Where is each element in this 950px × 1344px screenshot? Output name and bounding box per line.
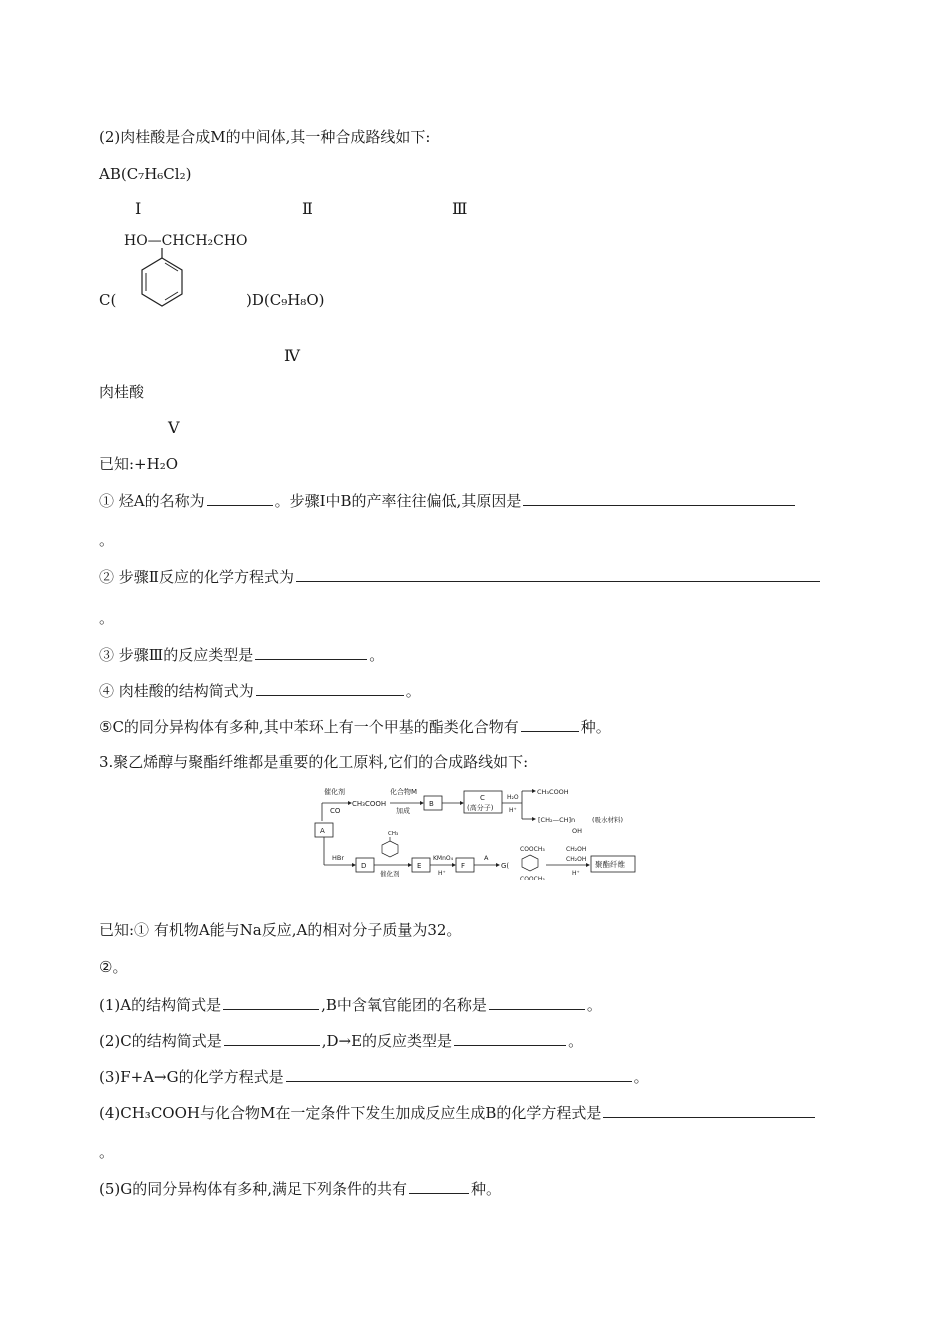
step-label-2: Ⅱ (302, 199, 313, 218)
q2-4 (99, 681, 421, 700)
answer-blank[interactable] (521, 717, 579, 732)
q2-1-text-b: 。步骤Ⅰ中B的产率往往偏低,其原因是 (274, 492, 522, 510)
scheme-acetic: CH₃COOH (352, 800, 387, 808)
q3-1-text-b: ,B中含氧官能团的名称是 (321, 996, 487, 1014)
c-structure-top: HO—CHCH₂CHO (124, 233, 248, 249)
answer-blank[interactable] (603, 1103, 815, 1118)
scheme-cooch3-bottom: COOCH₃ (520, 876, 545, 880)
part3-known-2: ②。 (99, 958, 128, 976)
q3-5-text-b: 种。 (471, 1180, 502, 1198)
q3-1 (99, 995, 602, 1014)
q3-3-text: (3)F+A→G的化学方程式是 (99, 1068, 284, 1086)
q2-4-end: 。 (405, 682, 421, 700)
q2-1-text-a: ① 烃A的名称为 (99, 492, 205, 510)
part2-intro: (2)肉桂酸是合成M的中间体,其一种合成路线如下: (99, 128, 431, 146)
answer-blank[interactable] (523, 491, 795, 506)
q3-4-text: (4)CH₃COOH与化合物M在一定条件下发生加成反应生成B的化学方程式是 (99, 1104, 602, 1122)
cinnamic-acid-label: 肉桂酸 (99, 383, 145, 401)
scheme-e: E (417, 862, 422, 870)
q3-4 (99, 1103, 817, 1122)
answer-blank[interactable] (207, 491, 273, 506)
q3-1-end: 。 (586, 996, 602, 1014)
q2-4-text: ④ 肉桂酸的结构简式为 (99, 682, 254, 700)
answer-blank[interactable] (223, 995, 319, 1010)
scheme-b: B (429, 800, 434, 808)
q3-2-text-a: (2)C的结构简式是 (99, 1032, 222, 1050)
scheme-cooch3-top: COOCH₃ (520, 846, 545, 853)
part3-known-1: 已知:① 有机物A能与Na反应,A的相对分子质量为32。 (99, 921, 462, 939)
synthesis-scheme (310, 785, 640, 880)
scheme-ch3: CH₃ (388, 831, 399, 837)
scheme-cat1: 催化剂 (324, 788, 345, 796)
q2-2 (99, 567, 822, 586)
scheme-kmno4: KMnO₄ (433, 855, 454, 862)
answer-blank[interactable] (454, 1031, 566, 1046)
scheme-hbr: HBr (332, 854, 345, 862)
scheme-h2o: H₂O (507, 794, 519, 801)
q2-1-end: 。 (99, 531, 115, 549)
scheme-f: F (461, 862, 466, 870)
answer-blank[interactable] (489, 995, 585, 1010)
q3-5 (99, 1179, 501, 1198)
ab-line: AB(C₇H₆Cl₂) (99, 165, 192, 183)
part3-title: 3.聚乙烯醇与聚酯纤维都是重要的化工原料,它们的合成路线如下: (99, 753, 529, 771)
q2-5 (99, 717, 611, 736)
q3-2 (99, 1031, 583, 1050)
answer-blank[interactable] (286, 1067, 632, 1082)
scheme-cat2: 催化剂 (380, 870, 400, 878)
q3-5-text-a: (5)G的同分异构体有多种,满足下列条件的共有 (99, 1180, 407, 1198)
scheme-acetic-out: CH₃COOH (537, 788, 569, 796)
step-label-3: Ⅲ (452, 199, 468, 218)
answer-blank[interactable] (296, 567, 820, 582)
q3-4-end: 。 (99, 1143, 115, 1161)
known-condition: 已知:+H₂O (99, 455, 179, 473)
scheme-c: C (480, 794, 485, 802)
scheme-d: D (361, 862, 367, 870)
q3-2-text-b: ,D→E的反应类型是 (321, 1032, 453, 1050)
scheme-a2: A (484, 854, 489, 862)
q3-3-end: 。 (633, 1068, 649, 1086)
q2-2-end: 。 (99, 609, 115, 627)
q2-5-text-a: ⑤C的同分异构体有多种,其中苯环上有一个甲基的酯类化合物有 (99, 718, 519, 736)
scheme-ch2oh-2: CH₂OH (566, 856, 587, 863)
answer-blank[interactable] (409, 1179, 469, 1194)
scheme-hplus3: H⁺ (572, 870, 580, 877)
answer-blank[interactable] (255, 645, 367, 660)
q2-3 (99, 645, 384, 664)
q2-3-end: 。 (369, 646, 385, 664)
scheme-compound-m: 化合物M (390, 788, 418, 796)
q3-3 (99, 1067, 649, 1086)
scheme-g: G( (501, 862, 510, 870)
q2-2-text: ② 步骤Ⅱ反应的化学方程式为 (99, 568, 294, 586)
scheme-a: A (320, 827, 325, 835)
c-open: C( (99, 291, 117, 309)
scheme-hplus2: H⁺ (438, 870, 446, 877)
scheme-ch2oh-1: CH₂OH (566, 846, 587, 853)
answer-blank[interactable] (256, 681, 404, 696)
scheme-fiber: 聚酯纤维 (595, 860, 625, 869)
c-close-d: )D(C₉H₈O) (246, 291, 325, 309)
scheme-pva: [CH₂—CH]n (538, 816, 576, 824)
step-label-5: Ⅴ (168, 418, 180, 437)
scheme-oh: OH (572, 827, 583, 835)
q3-2-end: 。 (568, 1032, 584, 1050)
benzene-ring-structure (132, 248, 192, 310)
scheme-absorbent: (吸水材料) (592, 816, 624, 824)
step-label-4: Ⅳ (284, 346, 300, 365)
scheme-polymer: (高分子) (467, 804, 494, 812)
step-label-1: Ⅰ (135, 199, 142, 218)
scheme-hplus: H⁺ (509, 807, 517, 814)
q2-3-text: ③ 步骤Ⅲ的反应类型是 (99, 646, 254, 664)
q2-5-text-b: 种。 (580, 718, 611, 736)
q2-1 (99, 491, 797, 510)
q3-1-text-a: (1)A的结构简式是 (99, 996, 222, 1014)
scheme-addition: 加成 (396, 807, 410, 815)
answer-blank[interactable] (224, 1031, 320, 1046)
scheme-co: CO (330, 807, 341, 815)
